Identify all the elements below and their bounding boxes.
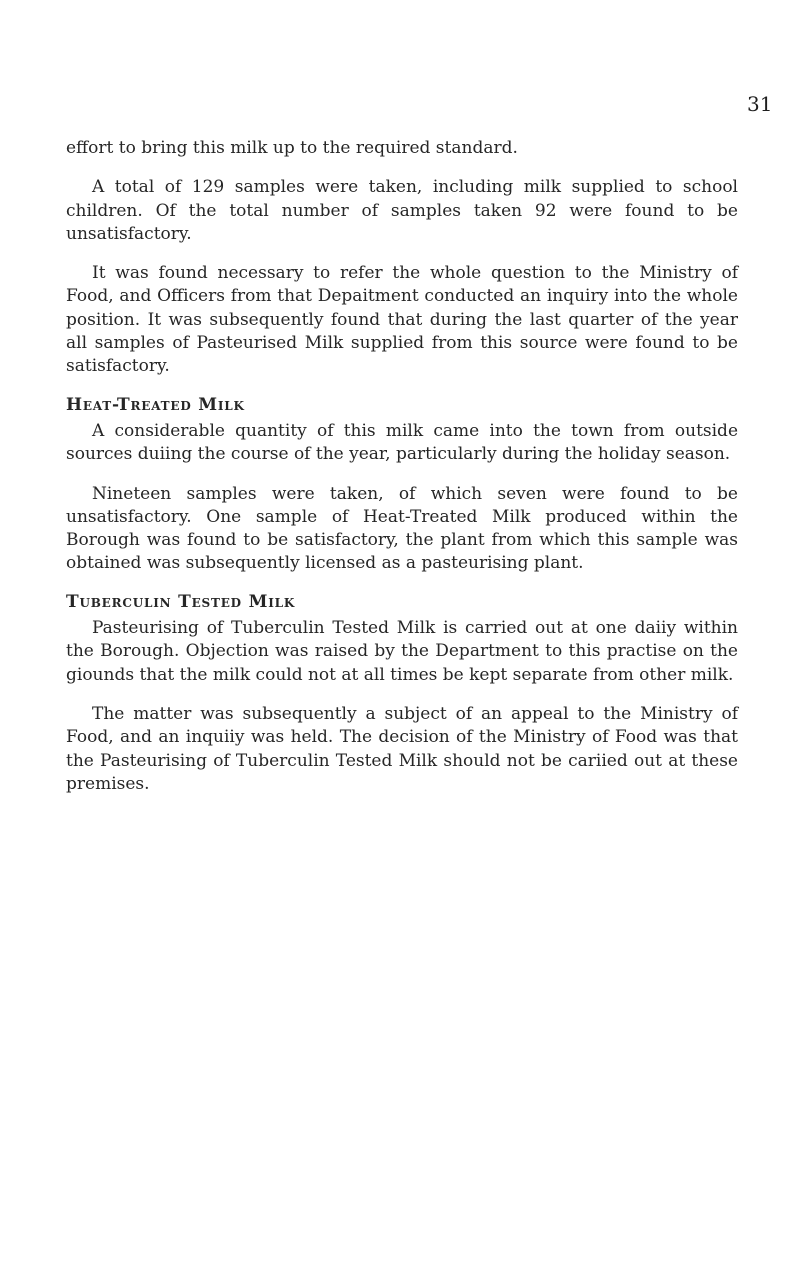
tuberculin-tested-milk-heading: Tuberculin Tested Milk <box>66 591 296 612</box>
page-number: 31 <box>747 92 773 116</box>
tuberculin-tested-paragraph-2: The matter was subsequently a subject of an appeal to the Ministry of Food, and an inquiiy was held. The decision of the Ministry of Food was that the Pasteurising of Tuberculin Tested Milk should not be cariied out at these premises. <box>66 703 738 794</box>
continued-paragraph: effort to bring this milk up to the required standard. <box>66 138 518 158</box>
samples-paragraph: A total of 129 samples were taken, including milk supplied to school children. Of the total number of samples taken 92 were found to be unsatisfactory. <box>66 177 738 244</box>
ministry-inquiry-paragraph: It was found necessary to refer the whole question to the Ministry of Food, and Officers from that Depaitment conducted an inquiry into the whole position. It was subsequently found that during the last quarter of the year all samples of Pasteurised Milk supplied from this source were found to be satisfactory. <box>66 263 738 377</box>
page-body <box>66 137 738 796</box>
heat-treated-paragraph-1: A considerable quantity of this milk came into the town from outside sources duiing the course of the year, particularly during the holiday season. <box>66 420 738 465</box>
heat-treated-milk-heading: Heat-Treated Milk <box>66 394 245 415</box>
heat-treated-paragraph-2: Nineteen samples were taken, of which seven were found to be unsatisfactory. One sample of Heat-Treated Milk produced within the Borough was found to be satisfactory, the plant from which this sample was obtained was subsequently licensed as a pasteurising plant. <box>66 483 738 574</box>
tuberculin-tested-paragraph-1: Pasteurising of Tuberculin Tested Milk is carried out at one daiiy within the Borough. Objection was raised by the Department to this practise on the giounds that the milk could not at all times be kept separate from other milk. <box>66 618 738 685</box>
